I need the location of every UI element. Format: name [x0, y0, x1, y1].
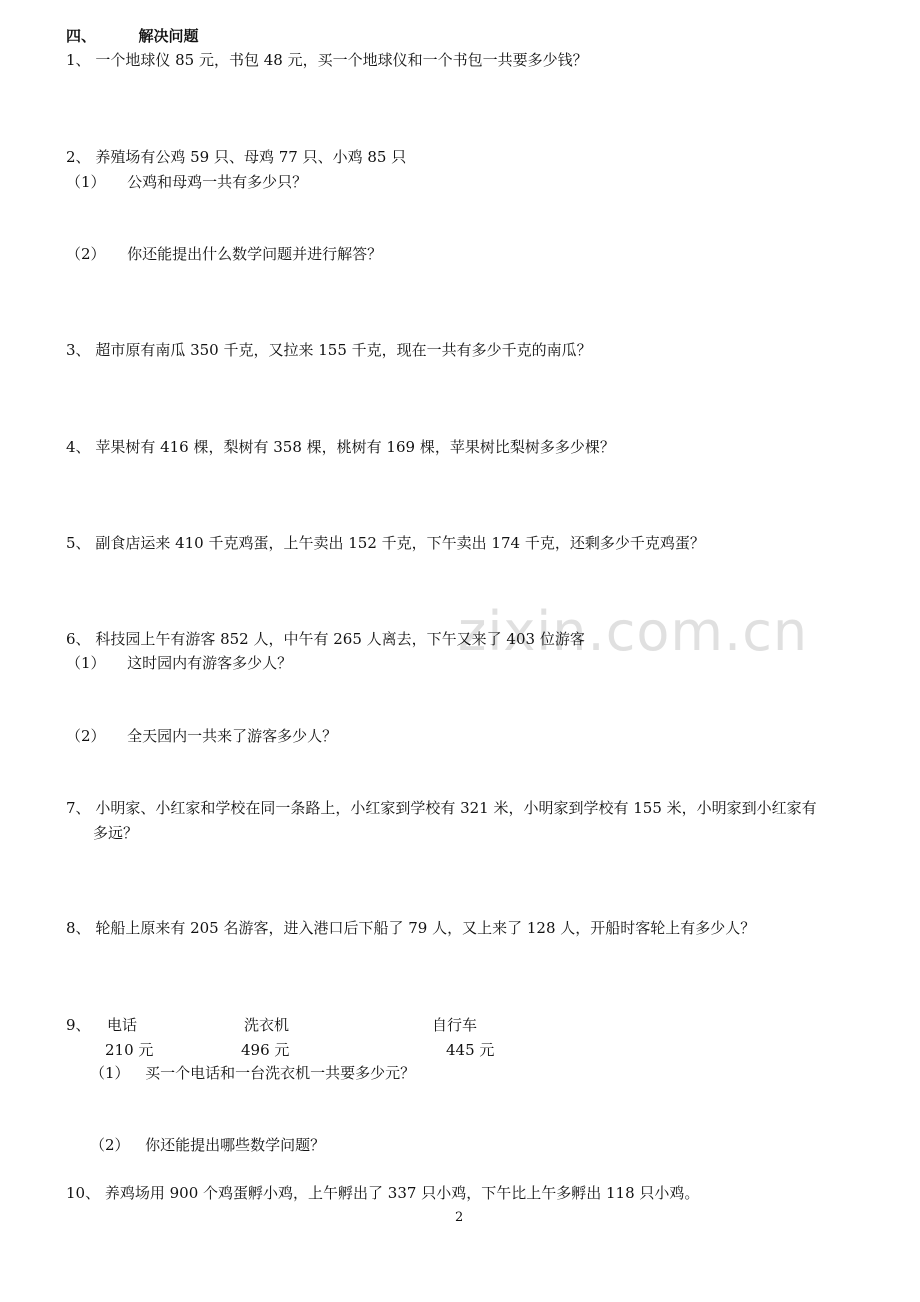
- subquestion-text: 公鸡和母鸡一共有多少只？: [127, 173, 308, 191]
- item-price-bicycle: 445 元: [446, 1041, 495, 1059]
- question-number: 10、: [66, 1184, 101, 1202]
- page-number: 2: [455, 1210, 464, 1225]
- subquestion-text: 你还能提出哪些数学问题？: [145, 1136, 326, 1154]
- question-text-line-2: 多远？: [93, 824, 139, 842]
- question-text: 轮船上原来有 205 名游客，进入港口后下船了 79 人，又上来了 128 人，开船时客轮上有多少人？: [95, 919, 756, 937]
- question-4: [66, 437, 615, 457]
- question-number: 9、: [66, 1016, 91, 1034]
- item-price-phone: 210 元: [105, 1041, 154, 1059]
- question-text: 养殖场有公鸡 59 只、母鸡 77 只、小鸡 85 只: [95, 148, 407, 166]
- question-6-sub-1: [66, 653, 292, 673]
- question-2-sub-2: [66, 244, 382, 264]
- item-name-phone: 电话: [107, 1016, 138, 1034]
- question-2: [66, 147, 406, 167]
- question-text: 副食店运来 410 千克鸡蛋，上午卖出 152 千克，下午卖出 174 千克，还剩多少千克鸡蛋？: [95, 534, 705, 552]
- question-7-continuation: [93, 823, 138, 843]
- question-2-sub-1: [66, 172, 307, 192]
- question-text: 超市原有南瓜 350 千克，又拉来 155 千克，现在一共有多少千克的南瓜？: [95, 341, 592, 359]
- subquestion-number: （1）: [66, 654, 106, 672]
- question-1: [66, 50, 588, 70]
- item-price-washer: 496 元: [241, 1041, 290, 1059]
- question-6: [66, 629, 585, 649]
- question-text: 苹果树有 416 棵，梨树有 358 棵，桃树有 169 棵，苹果树比梨树多多少棵？: [95, 438, 615, 456]
- section-title: 解决问题: [138, 27, 199, 45]
- watermark: zixin.com.cn: [458, 600, 809, 663]
- question-number: 8、: [66, 919, 91, 937]
- question-9-sub-1: [90, 1063, 415, 1083]
- question-text: 养鸡场用 900 个鸡蛋孵小鸡，上午孵出了 337 只小鸡，下午比上午多孵出 118 只小鸡。: [104, 1184, 700, 1202]
- subquestion-text: 这时园内有游客多少人？: [127, 654, 293, 672]
- subquestion-number: （2）: [66, 245, 106, 263]
- question-number: 1、: [66, 51, 91, 69]
- question-6-sub-2: [66, 726, 337, 746]
- item-name-bicycle: 自行车: [432, 1016, 478, 1034]
- subquestion-number: （2）: [66, 727, 106, 745]
- question-7: [66, 798, 817, 818]
- item-name-washer: 洗衣机: [244, 1016, 290, 1034]
- question-10: [66, 1183, 699, 1203]
- subquestion-text: 买一个电话和一台洗衣机一共要多少元？: [145, 1064, 416, 1082]
- subquestion-number: （2）: [90, 1136, 130, 1154]
- question-number: 6、: [66, 630, 91, 648]
- section-number: 四、: [66, 27, 97, 45]
- subquestion-text: 全天园内一共来了游客多少人？: [127, 727, 338, 745]
- question-number: 7、: [66, 799, 91, 817]
- question-number: 5、: [66, 534, 91, 552]
- question-text: 科技园上午有游客 852 人，中午有 265 人离去，下午又来了 403 位游客: [95, 630, 585, 648]
- subquestion-text: 你还能提出什么数学问题并进行解答？: [127, 245, 383, 263]
- question-9: [66, 1015, 91, 1035]
- question-8: [66, 918, 755, 938]
- question-number: 4、: [66, 438, 91, 456]
- question-5: [66, 533, 705, 553]
- question-number: 3、: [66, 341, 91, 359]
- subquestion-number: （1）: [90, 1064, 130, 1082]
- question-9-sub-2: [90, 1135, 325, 1155]
- question-text: 一个地球仪 85 元，书包 48 元，买一个地球仪和一个书包一共要多少钱？: [95, 51, 588, 69]
- question-3: [66, 340, 592, 360]
- subquestion-number: （1）: [66, 173, 106, 191]
- question-text-line-1: 小明家、小红家和学校在同一条路上，小红家到学校有 321 米，小明家到学校有 155 米，小明家到小红家有: [95, 799, 817, 817]
- question-number: 2、: [66, 148, 91, 166]
- section-heading: [66, 26, 199, 46]
